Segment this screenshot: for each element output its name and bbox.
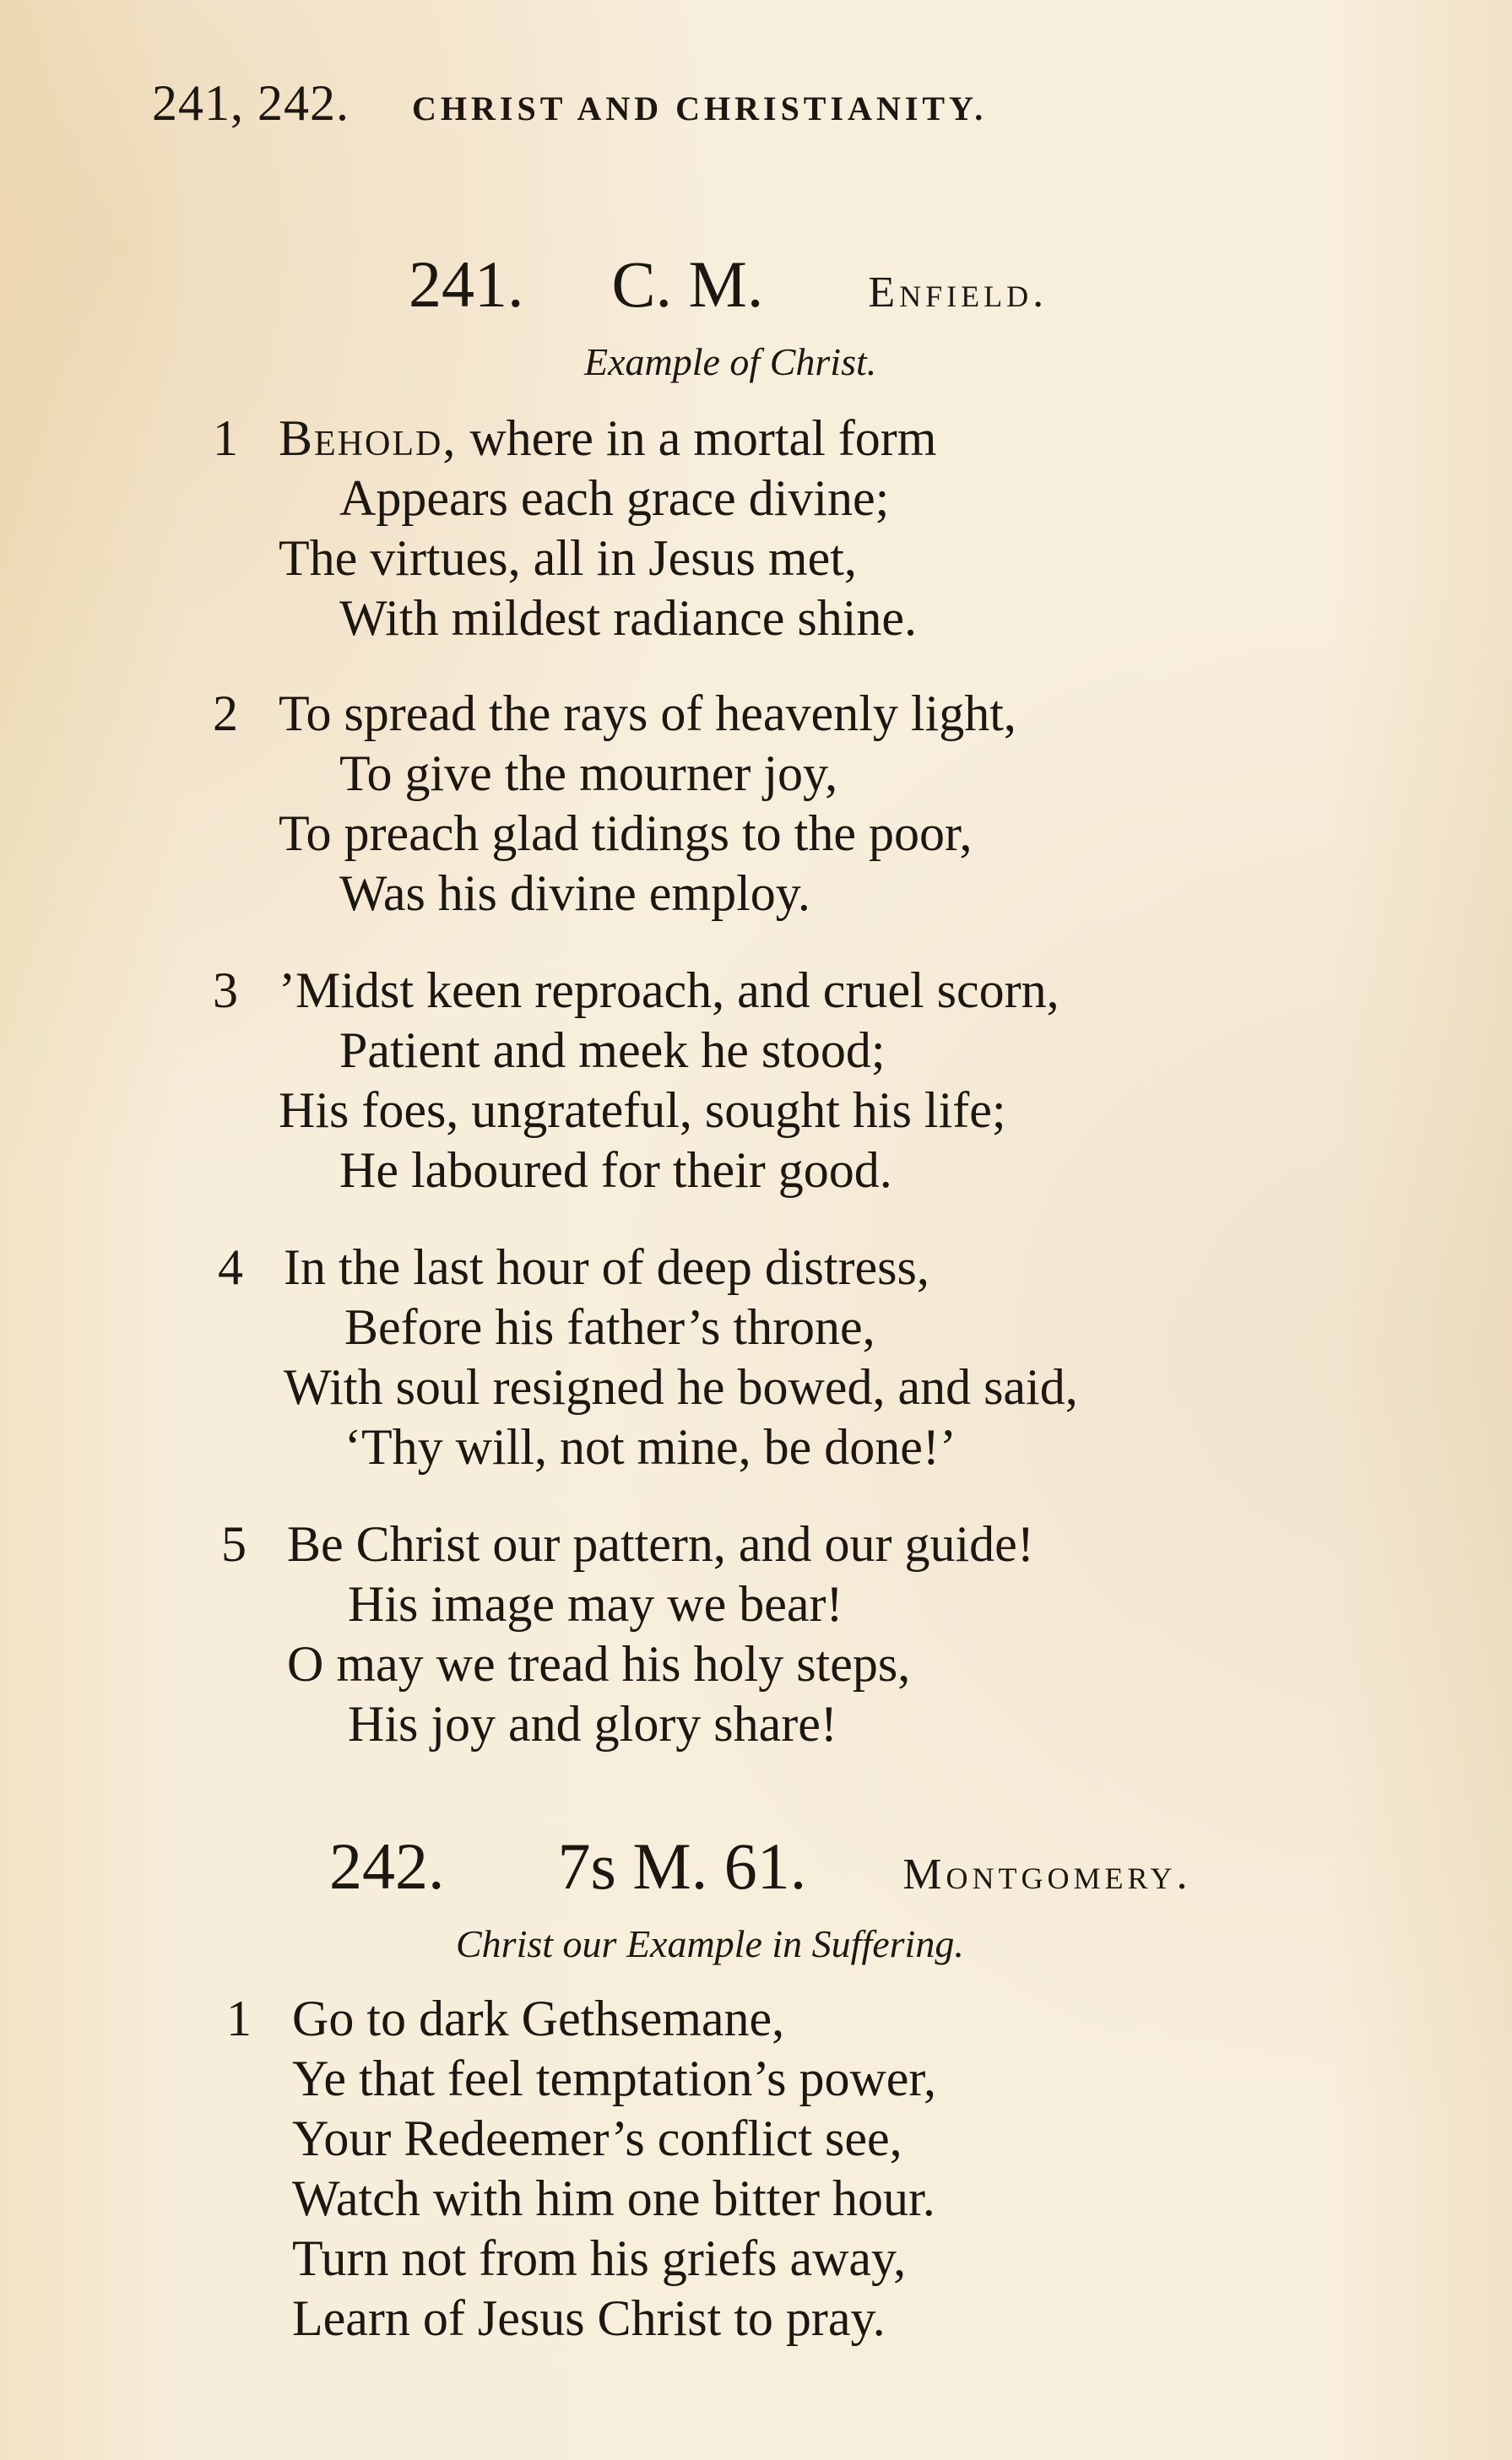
stanza-line: To spread the rays of heavenly light, (279, 685, 1016, 741)
stanza-line: Before his father’s throne, (344, 1299, 875, 1355)
stanza-number: 2 (213, 685, 238, 741)
stanza-line: He laboured for their good. (339, 1142, 892, 1198)
stanza-line: Be Christ our pattern, and our guide! (287, 1516, 1034, 1572)
stanza-line: His joy and glory share! (348, 1696, 837, 1752)
stanza-line: ’Midst keen reproach, and cruel scorn, (279, 962, 1059, 1018)
hymn-242-subtitle: Christ our Example in Suffering. (456, 1922, 964, 1965)
hymn-241-stanza-5 (221, 1514, 1034, 1754)
hymn-241-subtitle: Example of Christ. (584, 340, 877, 383)
stanza-line: Patient and meek he stood; (339, 1022, 886, 1078)
stanza-line (279, 409, 936, 469)
stanza-line: Ye that feel temptation’s power, (292, 2051, 937, 2106)
hymn-241-heading (409, 247, 1048, 322)
hymn-241-stanza-4 (218, 1238, 1078, 1477)
stanza-number: 4 (218, 1239, 243, 1295)
stanza-line: With soul resigned he bowed, and said, (284, 1359, 1078, 1415)
stanza-line: The virtues, all in Jesus met, (279, 530, 857, 586)
hymn-meter: 7s M. 61. (557, 1829, 807, 1903)
stanza-line: Was his divine employ. (339, 865, 810, 921)
stanza-first-word: Behold, (279, 410, 458, 466)
stanza-line: To preach glad tidings to the poor, (279, 805, 973, 861)
stanza-line: Watch with him one bitter hour. (292, 2170, 935, 2226)
stanza-line: O may we tread his holy steps, (287, 1636, 911, 1692)
stanza-line: His foes, ungrateful, sought his life; (279, 1082, 1006, 1138)
hymn-241-stanza-3 (213, 961, 1059, 1200)
stanza-line: To give the mourner joy, (339, 745, 838, 801)
section-title: CHRIST AND CHRISTIANITY. (412, 89, 988, 127)
stanza-number: 1 (226, 1991, 252, 2046)
hymn-number: 242. (329, 1829, 445, 1903)
stanza-line-rest: where in a mortal form (457, 410, 937, 466)
stanza-line: Go to dark Gethsemane, (292, 1991, 785, 2046)
stanza-number: 5 (221, 1516, 247, 1572)
stanza-line: Turn not from his griefs away, (292, 2230, 907, 2286)
stanza-line: His image may we bear! (348, 1576, 843, 1632)
hymn-tune: Montgomery. (902, 1850, 1192, 1899)
stanza-number: 3 (213, 962, 238, 1018)
stanza-line: ‘Thy will, not mine, be done!’ (344, 1419, 957, 1475)
hymn-241-stanza-1 (213, 409, 937, 648)
hymn-242-stanza-1 (226, 1989, 937, 2349)
stanza-line: In the last hour of deep distress, (284, 1239, 929, 1295)
page-numbers: 241, 242. (152, 75, 350, 131)
hymn-242-heading (329, 1829, 1191, 1905)
hymn-tune: Enfield. (868, 268, 1049, 317)
stanza-line: With mildest radiance shine. (339, 590, 918, 646)
hymn-meter: C. M. (611, 247, 764, 321)
stanza-line: Learn of Jesus Christ to pray. (292, 2290, 886, 2346)
stanza-number: 1 (213, 410, 238, 466)
hymn-241-stanza-2 (213, 684, 1016, 924)
stanza-line: Appears each grace divine; (339, 470, 890, 526)
hymn-number: 241. (409, 247, 524, 321)
running-head (152, 74, 1165, 133)
stanza-line: Your Redeemer’s conflict see, (292, 2111, 902, 2166)
